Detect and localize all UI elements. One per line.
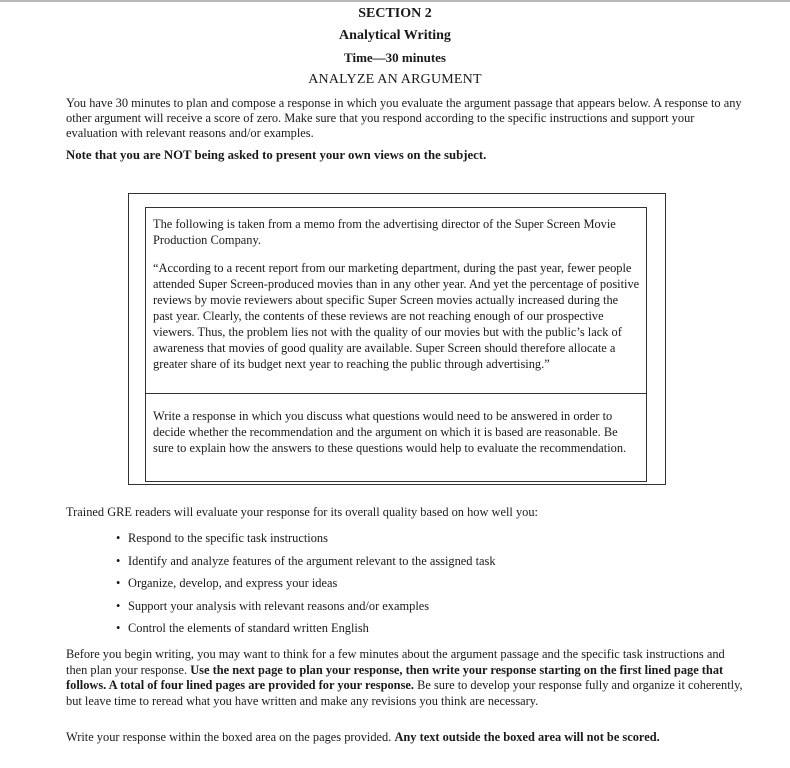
prompt-source: The following is taken from a memo from the advertising director of the Super Screen Movie Production Company. — [153, 217, 616, 247]
section-timing: Time—30 minutes — [344, 50, 446, 65]
list-item — [110, 553, 496, 576]
final-note-text: Write your response within the boxed area on the pages provided. — [66, 730, 395, 744]
before-writing-paragraph — [66, 647, 746, 709]
criteria-list — [110, 530, 496, 643]
final-note-paragraph — [66, 730, 746, 745]
list-item — [110, 575, 496, 598]
note-paragraph: Note that you are NOT being asked to present your own views on the subject. — [66, 148, 487, 162]
final-note-bold-text: Any text outside the boxed area will not be scored. — [394, 730, 660, 744]
readers-intro: Trained GRE readers will evaluate your response for its overall quality based on how well you: — [66, 505, 538, 519]
list-item-text: Respond to the specific task instructions — [128, 531, 328, 545]
before-writing-text: Before you begin writing, you may want to think for a few minutes about the argument passage and the specific task instructions and then plan your response. — [66, 647, 725, 677]
list-item — [110, 620, 496, 643]
bullet-icon: • — [116, 576, 121, 591]
prompt-quote: “According to a recent report from our marketing department, during the past year, fewer people attended Super Screen-produced movies than in any other year. And yet the percentage of positive reviews by movie reviewers about specific Super Screen movies actually increased during the past year. Clearly, the contents of these reviews are not reaching enough of our prospective viewers. Thus, the problem lies not with the quality of our movies but with the public’s lack of awareness that movies of good quality are available. Super Screen should therefore allocate a greater share of its budget next year to reaching the public through advertising.” — [153, 261, 640, 371]
list-item-text: Support your analysis with relevant reasons and/or examples — [128, 598, 430, 613]
bullet-icon: • — [116, 621, 121, 636]
bullet-icon: • — [116, 553, 121, 568]
bullet-icon: • — [116, 531, 121, 545]
list-item — [110, 530, 496, 553]
section-subtitle: Analytical Writing — [339, 28, 451, 43]
task-heading: ANALYZE AN ARGUMENT — [308, 72, 482, 87]
intro-paragraph: You have 30 minutes to plan and compose a response in which you evaluate the argument passage that appears below. A response to any other argument will receive a score of zero. Make sure that you respond according to the specific instructions and support your evaluation with relevant reasons and/or examples. — [66, 96, 742, 140]
list-item — [110, 598, 496, 621]
list-item-text: Organize, develop, and express your ideas — [128, 576, 338, 591]
before-writing-bold-text: Use the next page to plan your response, then write your response starting on the first lined page that follows. A total of four lined pages are provided for your response. — [66, 662, 724, 693]
prompt-divider — [145, 393, 647, 394]
list-item-text: Identify and analyze features of the argument relevant to the assigned task — [128, 553, 496, 568]
prompt-instructions: Write a response in which you discuss what questions would need to be answered in order to decide whether the recommendation and the argument on which it is based are reasonable. Be sure to explain how the answers to these questions would help to evaluate the recommendation. — [153, 409, 627, 455]
section-number: SECTION 2 — [358, 6, 432, 21]
top-rule — [0, 0, 790, 2]
bullet-icon: • — [116, 598, 121, 613]
list-item-text: Control the elements of standard written English — [128, 621, 369, 636]
before-writing-text-end: Be sure to develop your response fully and organize it coherently, but leave time to reread what you have written and make any revisions you think are necessary. — [66, 678, 743, 708]
